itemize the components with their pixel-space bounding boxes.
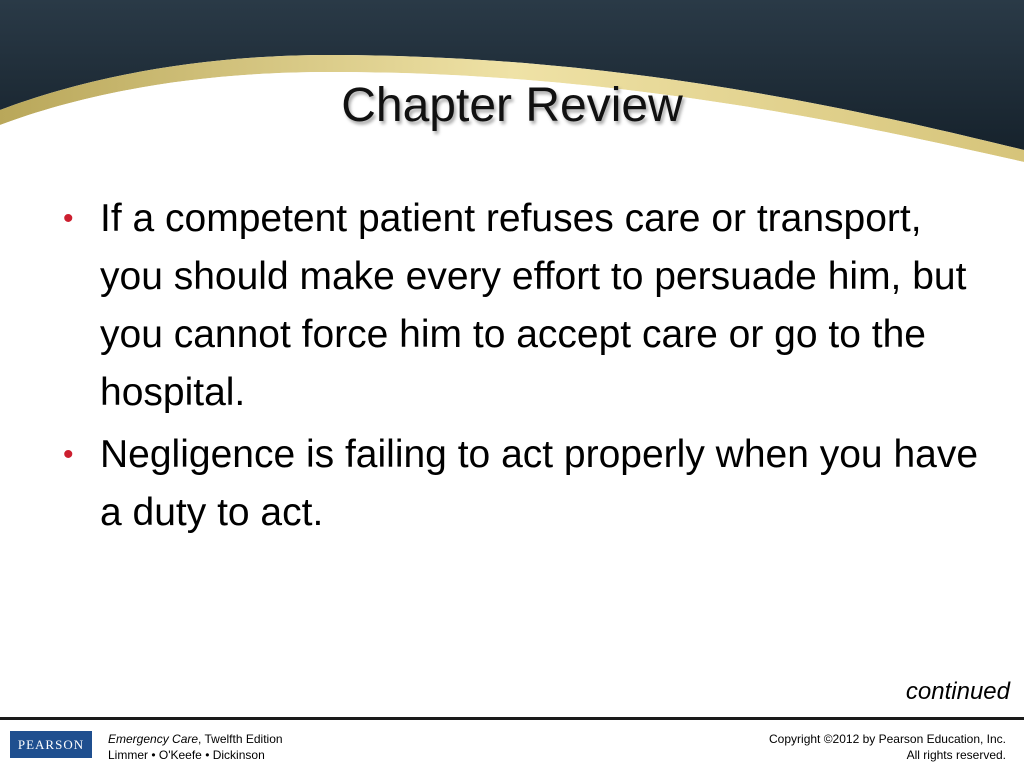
bullet-item bbox=[55, 426, 985, 542]
slide-title: Chapter Review bbox=[341, 79, 683, 132]
book-edition: , Twelfth Edition bbox=[198, 732, 283, 746]
book-authors: Limmer • O'Keefe • Dickinson bbox=[108, 748, 265, 762]
copyright-info bbox=[769, 731, 1006, 763]
continued-label: continued bbox=[905, 678, 1010, 705]
bullet-point-icon: • bbox=[63, 438, 74, 471]
bullet-point-icon: • bbox=[63, 202, 74, 235]
pearson-logo: PEARSON bbox=[10, 731, 92, 758]
book-info bbox=[108, 731, 283, 763]
bullet-text: If a competent patient refuses care or transport, you should make every effort to persuade him, but you cannot force him to accept care or go to the hospital. bbox=[100, 197, 967, 414]
footer-divider bbox=[0, 717, 1024, 720]
bullet-list bbox=[55, 190, 985, 546]
copyright-text: Copyright ©2012 by Pearson Education, Inc. bbox=[769, 732, 1006, 746]
rights-text: All rights reserved. bbox=[906, 748, 1006, 762]
bullet-item bbox=[55, 190, 985, 422]
bullet-text: Negligence is failing to act properly when you have a duty to act. bbox=[100, 433, 979, 534]
book-title: Emergency Care bbox=[108, 732, 199, 746]
